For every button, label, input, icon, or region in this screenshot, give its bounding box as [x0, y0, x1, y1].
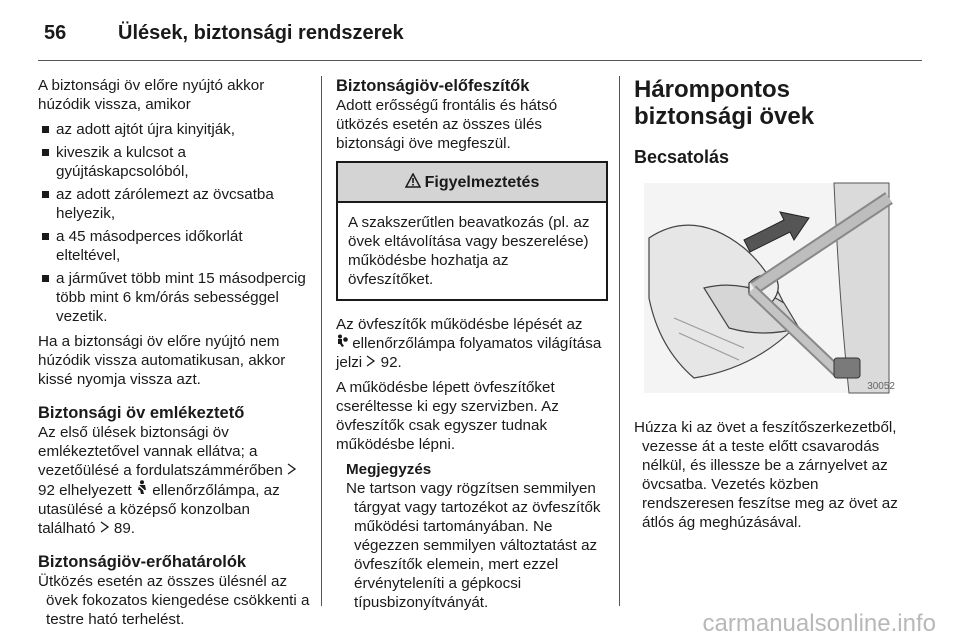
airbag-warning-icon: [336, 334, 348, 353]
reminder-heading: Biztonsági öv emlékeztető: [38, 404, 245, 422]
warning-header: Figyelmeztetés: [338, 163, 606, 203]
intro-text: A biztonsági öv előre nyújtó akkor húzódik vissza, amikor: [38, 77, 265, 113]
pretensioner-intro: Adott erősségű frontális és hátsó ütközés esetén az összes ülés biztonsági öve megfeszül.: [336, 97, 558, 152]
list-item: kiveszik a kulcsot a gyújtáskapcsolóból,: [38, 143, 310, 181]
section-title: Ülések, biztonsági rendszerek: [118, 21, 404, 44]
fastening-subheading: Becsatolás: [634, 147, 730, 167]
column-1: [38, 76, 310, 635]
indicator-text: Az övfeszítők működésbe lépését az ellenőrzőlámpa folyamatos világítása jelzi 92.: [336, 316, 602, 371]
column-2: [336, 76, 608, 612]
list-item: az adott ajtót újra kinyitják,: [38, 120, 310, 139]
bullet-icon: [42, 191, 49, 198]
header-divider: [38, 60, 922, 61]
note-box: [336, 460, 608, 612]
figure-number: 30052: [867, 381, 895, 392]
column-divider: [619, 76, 620, 606]
note-text: Ne tartson vagy rögzítsen semmilyen tárgyat vagy tartozékot az övfeszítők működési tartományában. Ne végezzen semmilyen változtatást az övfeszítők elemein, mert ezzel érvényteleníti a gépkocsi típusbizonyítványát.: [346, 480, 601, 611]
body-text: Ha a biztonsági öv előre nyújtó nem húzódik vissza automatikusan, akkor kissé nyomja vissza azt.: [38, 333, 286, 388]
watermark: carmanualsonline.info: [702, 610, 936, 637]
three-point-belt-heading: Hárompontos biztonsági övek: [634, 76, 815, 130]
bullet-icon: [42, 126, 49, 133]
list-item: az adott zárólemezt az övcsatba helyezik,: [38, 185, 310, 223]
seatbelt-illustration: [634, 178, 899, 398]
warning-triangle-icon: [405, 173, 421, 192]
note-title: Megjegyzés: [346, 461, 432, 478]
bullet-icon: [42, 233, 49, 240]
condition-list: [38, 120, 310, 326]
warning-box: [336, 161, 608, 301]
bullet-icon: [42, 275, 49, 282]
pretensioner-heading: Biztonságiöv-előfeszítők: [336, 77, 530, 95]
limiter-heading: Biztonságiöv-erőhatárolók: [38, 553, 247, 571]
page-header: [44, 18, 404, 48]
fastening-text: Húzza ki az övet a feszítőszerkezetből, vezesse át a teste előtt csavarodás nélkül, és illessze be a zárnyelvet az övcsatba. Vezetés közben rendszeresen feszítse meg az övet az átlós ág meghúzásával.: [634, 419, 898, 531]
warning-text: A szakszerűtlen beavatkozás (pl. az övek eltávolítása vagy beszerelése) működésbe hozhatja az övfeszítőket.: [348, 214, 590, 288]
list-item: a 45 másodperces időkorlát elteltével,: [38, 227, 310, 265]
seatbelt-warning-icon: [136, 480, 148, 500]
replacement-text: A működésbe lépett övfeszítőket cseréltesse ki egy szervizben. Az övfeszítők csak egyszer tudnak működésbe lépni.: [336, 379, 559, 453]
reminder-text: Az első ülések biztonsági öv emlékeztetővel vannak ellátva; a vezetőülésé a fordulatszámmérőben 92 elhelyezett ellenőrzőlámpa, az utasülésé a középső konzolban található 89.: [38, 423, 310, 538]
limiter-text: Ütközés esetén az összes ülésnél az övek fokozatos kiengedése csökkenti a testre ható terhelést.: [38, 573, 310, 628]
list-item: a járművet több mint 15 másodpercig több mint 6 km/órás sebességgel vezetik.: [38, 269, 310, 326]
reference-arrow-icon: [366, 353, 376, 372]
bullet-icon: [42, 149, 49, 156]
column-divider: [321, 76, 322, 606]
seatbelt-drawing: [634, 178, 899, 398]
column-3: [634, 76, 906, 538]
page-number: 56: [44, 21, 67, 44]
reference-arrow-icon: [287, 461, 297, 480]
reference-arrow-icon: [100, 519, 110, 538]
